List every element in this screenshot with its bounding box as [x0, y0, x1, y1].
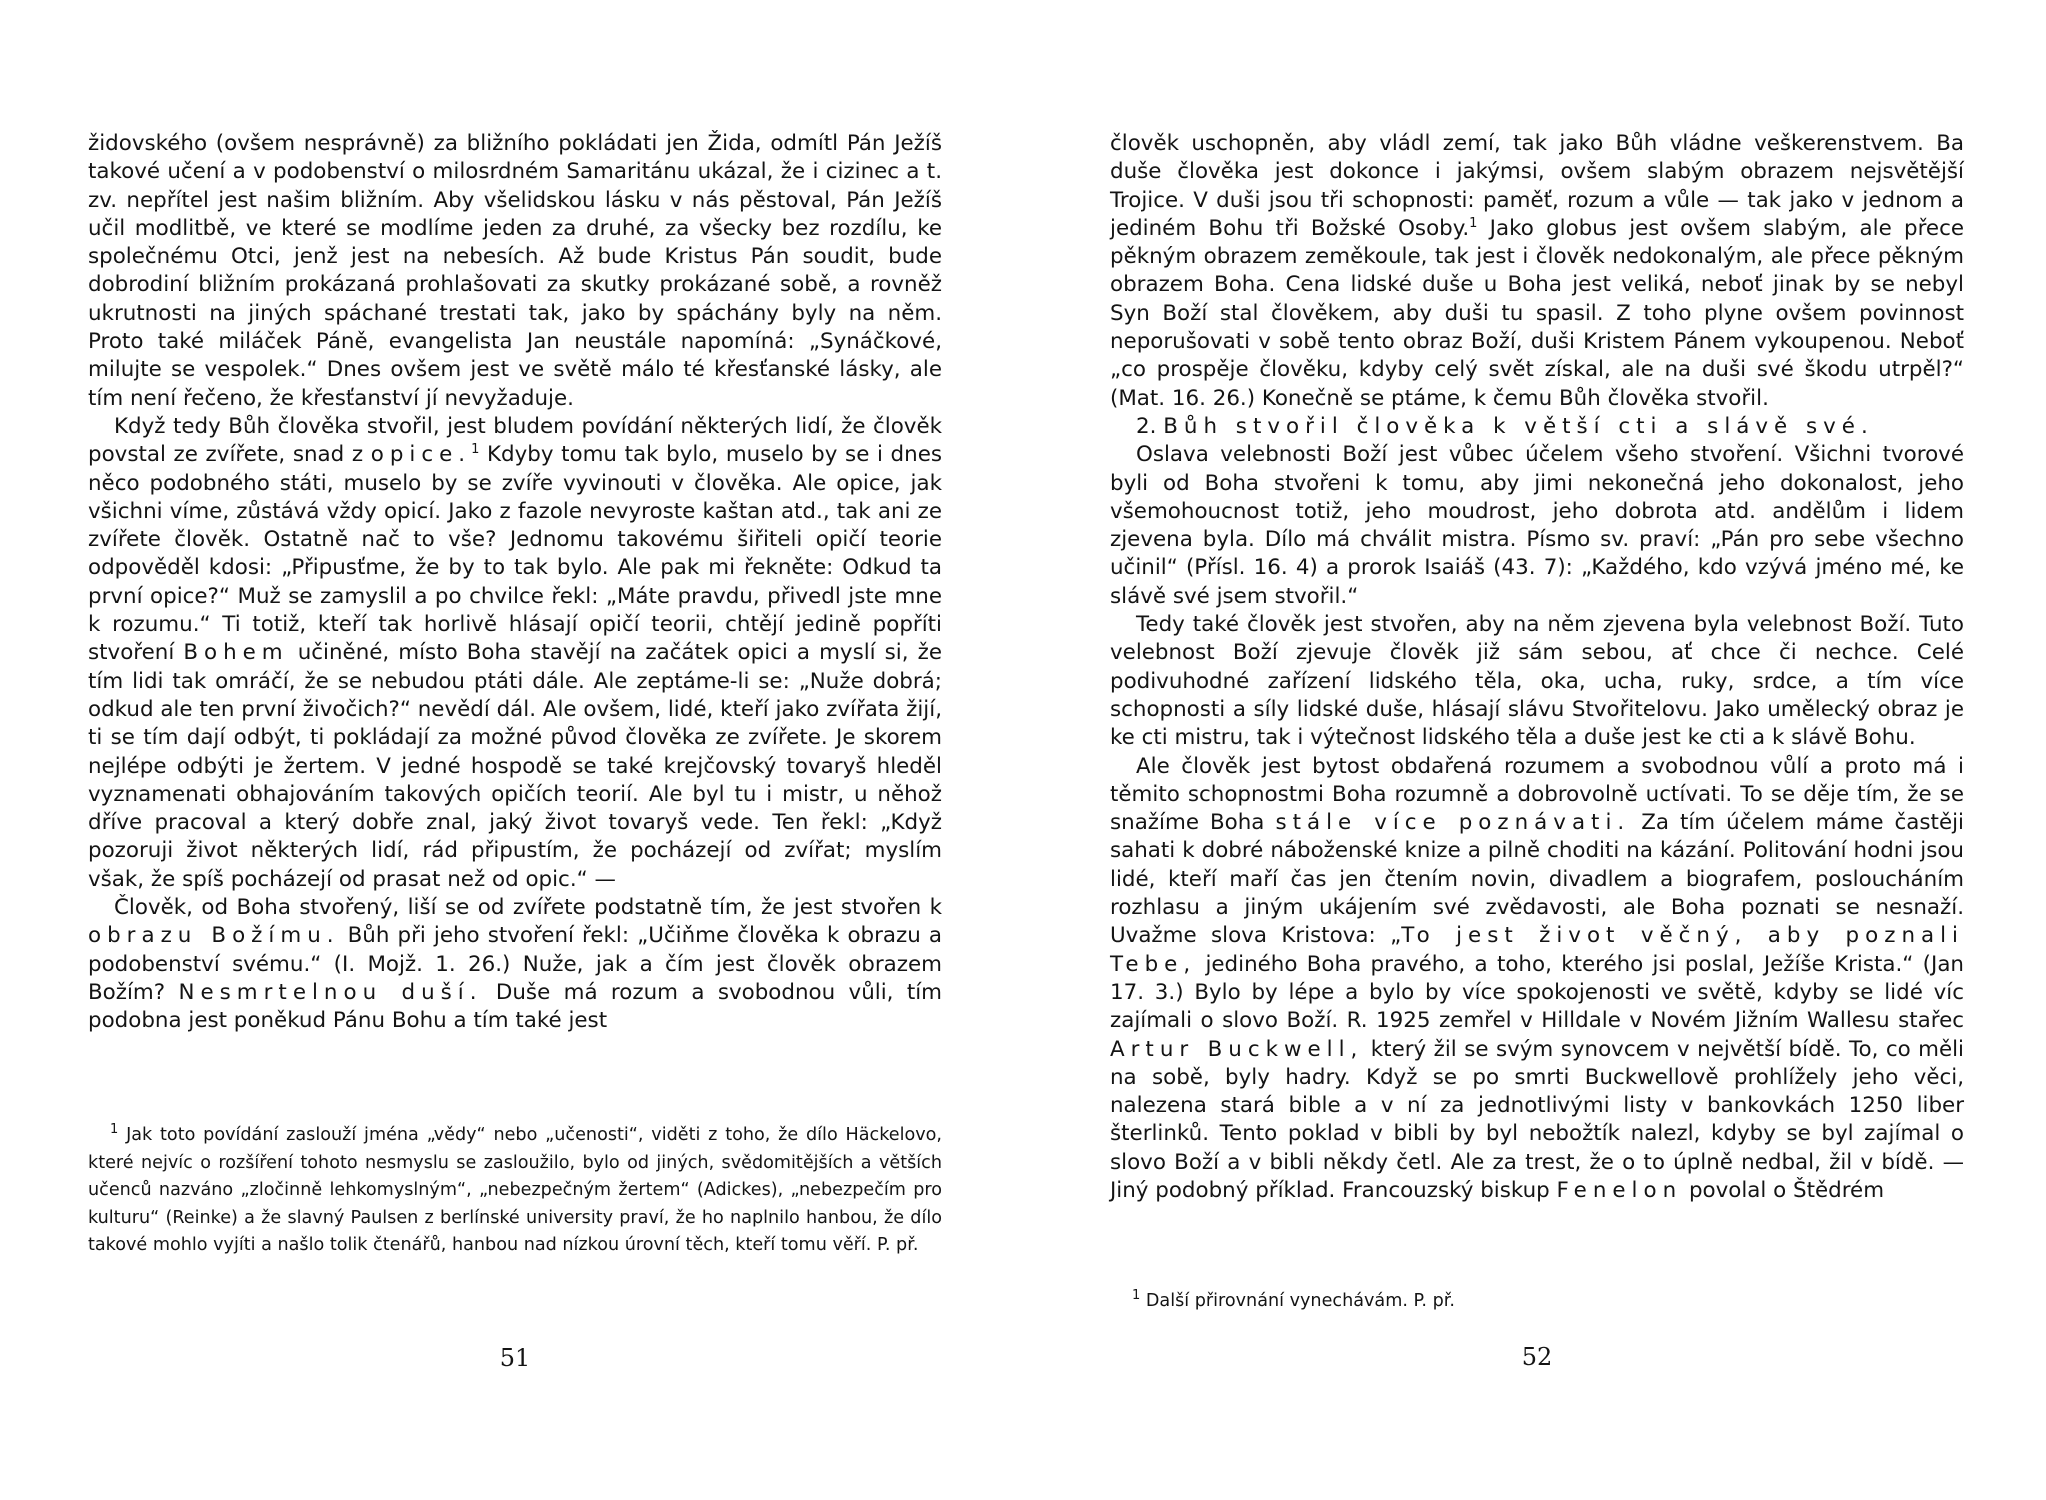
body-text [88, 130, 942, 1036]
footnotes [88, 1122, 942, 1260]
emphasized-text: Bůh stvořil člověka k větší cti a slávě své. [1163, 413, 1874, 439]
text-run: který žil se svým synovcem v největší bídě. To, co měli na sobě, byly hadry. Když se po smrti Buckwellově prohlížely jeho věci, nalezena stará bible a v ní za jednotlivými listy v bankovkách 1250 liber šterlinků. Tento poklad v bibli by byl nebožtík nalezl, kdyby se byl zajímal o slovo Boží a v bibli někdy četl. Ale za trest, že o to úplně nedbal, žil v bídě. — Jiný podobný příklad. Francouzský biskup [1110, 1036, 1965, 1203]
emphasized-text: Artur Buckwell, [1110, 1036, 1364, 1062]
text-run: jediného Boha pravého, a toho, kterého jsi poslal, Ježíše Krista.“ (Jan 17. 3.) Bylo by lépe a bylo by více spokojenosti ve světě, kdyby se lidé víc zajímali o slovo Boží. R. 1925 zemřel v Hilldale v Novém Jižním Wallesu stařec [1110, 951, 1964, 1034]
text-run: člověk uschopněn, aby vládl zemí, tak jako Bůh vládne veškerenstvem. Ba duše člověka jest dokonce i jakýmsi, ovšem slabým obrazem nejsvětější Trojice. V duši jsou tři schopnosti: paměť, rozum a vůle — tak jako v jednom a jediném Bohu tři Božské Osoby. [1110, 131, 1964, 241]
page-number: 52 [1521, 1343, 1553, 1371]
text-run: Když tedy Bůh člověka stvořil, jest bludem povídání některých lidí, že člověk povstal ze zvířete, snad z [88, 413, 942, 468]
footnote-text: Další přirovnání vynechávám. P. př. [1140, 1291, 1455, 1311]
text-run: Jako globus jest ovšem slabým, ale přece pěkným obrazem zeměkoule, tak jest i člověk nedokonalým, ale přece pěkným obrazem Boha. Cena lidské duše u Boha jest veliká, neboť jinak by se nebyl Syn Boží stal člověkem, aby duši tu spasil. Z toho plyne ovšem povinnost neporušovati v sobě tento obraz Boží, duši Kristem Pánem vykoupenou. Neboť „co prospěje člověku, kdyby celý svět získal, ale na duši své škodu utrpěl?“ (Mat. 16. 26.) Konečně se ptáme, k čemu Bůh člověka stvořil. [1110, 215, 1964, 411]
paragraph [88, 413, 942, 894]
emphasized-text: To jest život věčný, aby poznali Tebe, [1110, 923, 1964, 977]
paragraph [1110, 441, 1964, 611]
footnote-text: Jak toto povídání zaslouží jména „vědy“ nebo „učenosti“, viděti z toho, že dílo Häckelovo, které nejvíc o rozšíření tohoto nesmyslu se zasloužilo, bylo od jiných, svědomitějších a větších učenců nazváno „zločinně lehkomyslným“, „nebezpečným žertem“ (Adickes), „nebezpečím pro kulturu“ (Reinke) a že slavný Paulsen z berlínské university praví, že ho naplnilo hanbou, že dílo takové mohlo vyjíti a našlo tolik čtenářů, hanbou nad nízkou úrovní těch, kteří tomu věří. P. př. [88, 1125, 942, 1256]
page-number: 51 [499, 1344, 531, 1372]
footnote [88, 1122, 942, 1260]
footnote-reference: 1 [1469, 215, 1478, 231]
paragraph [88, 130, 942, 413]
text-run: povolal o Štědrém [1682, 1177, 1885, 1203]
paragraph [1110, 413, 1964, 441]
text-run: Člověk, od Boha stvořený, liší se od zvířete podstatně tím, že jest stvořen k [114, 895, 942, 921]
emphasized-text: Nesmrtelnou duší. [178, 979, 483, 1005]
footnote-reference: 1 [471, 442, 480, 458]
footnote-mark: 1 [110, 1122, 119, 1138]
paragraph [1110, 753, 1964, 1206]
text-run: Ale člověk jest bytost obdařená rozumem a svobodnou vůlí a proto má i těmito schopnostmi Boha rozumně a dobrovolně uctívati. To se děje tím, že se snažíme Boha [1110, 753, 1964, 836]
footnote [1110, 1288, 1964, 1316]
footnotes [1110, 1288, 1964, 1316]
footnote-mark: 1 [1132, 1288, 1141, 1304]
text-run: Bůh při jeho stvoření řekl: „Učiňme člověka k obrazu a podobenství svému.“ (I. Mojž. 1. 26.) Nuže, jak a čím jest člověk obrazem Božím? [88, 923, 942, 1005]
emphasized-text: Bohem [183, 640, 289, 666]
text-run: učiněné, místo Boha stavějí na začátek opici a myslí si, že tím lidi tak omráčí, že se nebudou ptáti dále. Ale zeptáme-li se: „Nuže dobrá; odkud ale ten první živočich?“ nevědí dál. Ale ovšem, lidé, kteří jako zvířata žijí, ti se tím dají odbýt, ti pokládají za možné původ člověka ze zvířete. Je skorem nejlépe odbýti je žertem. V jedné hospodě se také krejčovský tovaryš hleděl vyznamenati obhajováním takových opičích teorií. Ale byl tu i mistr, u něhož dříve pracoval a který dobře znal, jaký život tovaryš vede. Ten řekl: „Když pozoruji život některých lidí, rád připustím, že pocházejí od zvířat; myslím však, že spíš pocházejí od prasat než od opic.“ — [88, 640, 942, 892]
paragraph [1110, 130, 1964, 413]
left-page [88, 0, 942, 1500]
paragraph [1110, 611, 1964, 752]
text-run: Kdyby tomu tak bylo, muselo by se i dnes něco podobného státi, muselo by se zvíře vyvinouti v člověka. Ale opice, jak všichni víme, zůstává vždy opicí. Jako z fazole nevyroste kaštan atd., tak ani ze zvířete člověk. Ostatně nač to vše? Jednomu takovému šiřiteli opičí teorie odpověděl kdosi: „Připusťme, že by to tak bylo. Ale pak mi řekněte: Odkud ta první opice?“ Muž se zamyslil a po chvilce řekl: „Máte pravdu, přivedl jste mne k rozumu.“ Ti totiž, kteří tak horlivě hlásají opičí teorii, chtějí jedině popříti stvoření [88, 442, 942, 666]
text-run: Za tím účelem máme častěji sahati k dobré náboženské knize a pilně choditi na kázání. Politování hodni jsou lidé, kteří maří čas jen čtením novin, divadlem a biografem, posloucháním rozhlasu a jiným ukájením své zvědavosti, ale Boha poznati se nesnaží. Uvažme slova Kristova: „ [1110, 810, 1964, 949]
emphasized-text: obrazu Božímu. [88, 923, 340, 949]
text-run: Oslava velebnosti Boží jest vůbec účelem všeho stvoření. Všichni tvorové byli od Boha stvořeni k tomu, aby jimi nekonečná jeho dokonalost, jeho všemohoucnost totiž, jeho moudrost, jeho dobrota atd. andělům i lidem zjevena byla. Dílo má chválit mistra. Písmo sv. praví: „Pán pro sebe všechno učinil“ (Přísl. 16. 4) a prorok Isaiáš (43. 7): „Každého, kdo vzývá jméno mé, ke slávě své jsem stvořil.“ [1110, 442, 1964, 609]
paragraph [88, 894, 942, 1035]
text-run: židovského (ovšem nesprávně) za bližního pokládati jen Žida, odmítl Pán Ježíš takové učení a v podobenství o milosrdném Samaritánu ukázal, že i cizinec a t. zv. nepřítel jest našim bližním. Aby všelidskou lásku v nás pěstoval, Pán Ježíš učil modlitbě, ve které se modlíme jeden za druhé, za všecky bez rozdílu, ke společnému Otci, jenž jest na nebesích. Až bude Kristus Pán soudit, bude dobrodiní bližním prokázaná prohlašovati za skutky prokázané sobě, a rovněž ukrutnosti na jiných spáchané trestati tak, jako by spáchány byly na něm. Proto také miláček Páně, evangelista Jan neustále napomíná: „Synáčkové, milujte se vespolek.“ Dnes ovšem jest ve světě málo té křesťanské lásky, ale tím není řečeno, že křesťanství jí nevyžaduje. [88, 131, 942, 411]
body-text [1110, 130, 1964, 1205]
text-run: Tedy také člověk jest stvořen, aby na něm zjevena byla velebnost Boží. Tuto velebnost Boží zjevuje člověk již sám sebou, ať chce či nechce. Celé podivuhodné zařízení lidského těla, oka, ucha, ruky, srdce, a tím více schopnosti a síly lidské duše, hlásají slávu Stvořitelovu. Jako umělecký obraz je ke cti mistru, tak i výtečnost lidského těla a duše jest ke cti a k slávě Bohu. [1110, 612, 1964, 751]
emphasized-text: Fenelon [1556, 1177, 1683, 1203]
text-run: Duše má rozum a svobodnou vůli, tím podobna jest poněkud Pánu Bohu a tím také jest [88, 979, 942, 1034]
emphasized-text: opice. [370, 442, 472, 468]
emphasized-text: stále více poznávati. [1275, 810, 1631, 836]
right-page [1110, 0, 1964, 1500]
text-run: 2. [1136, 413, 1164, 439]
